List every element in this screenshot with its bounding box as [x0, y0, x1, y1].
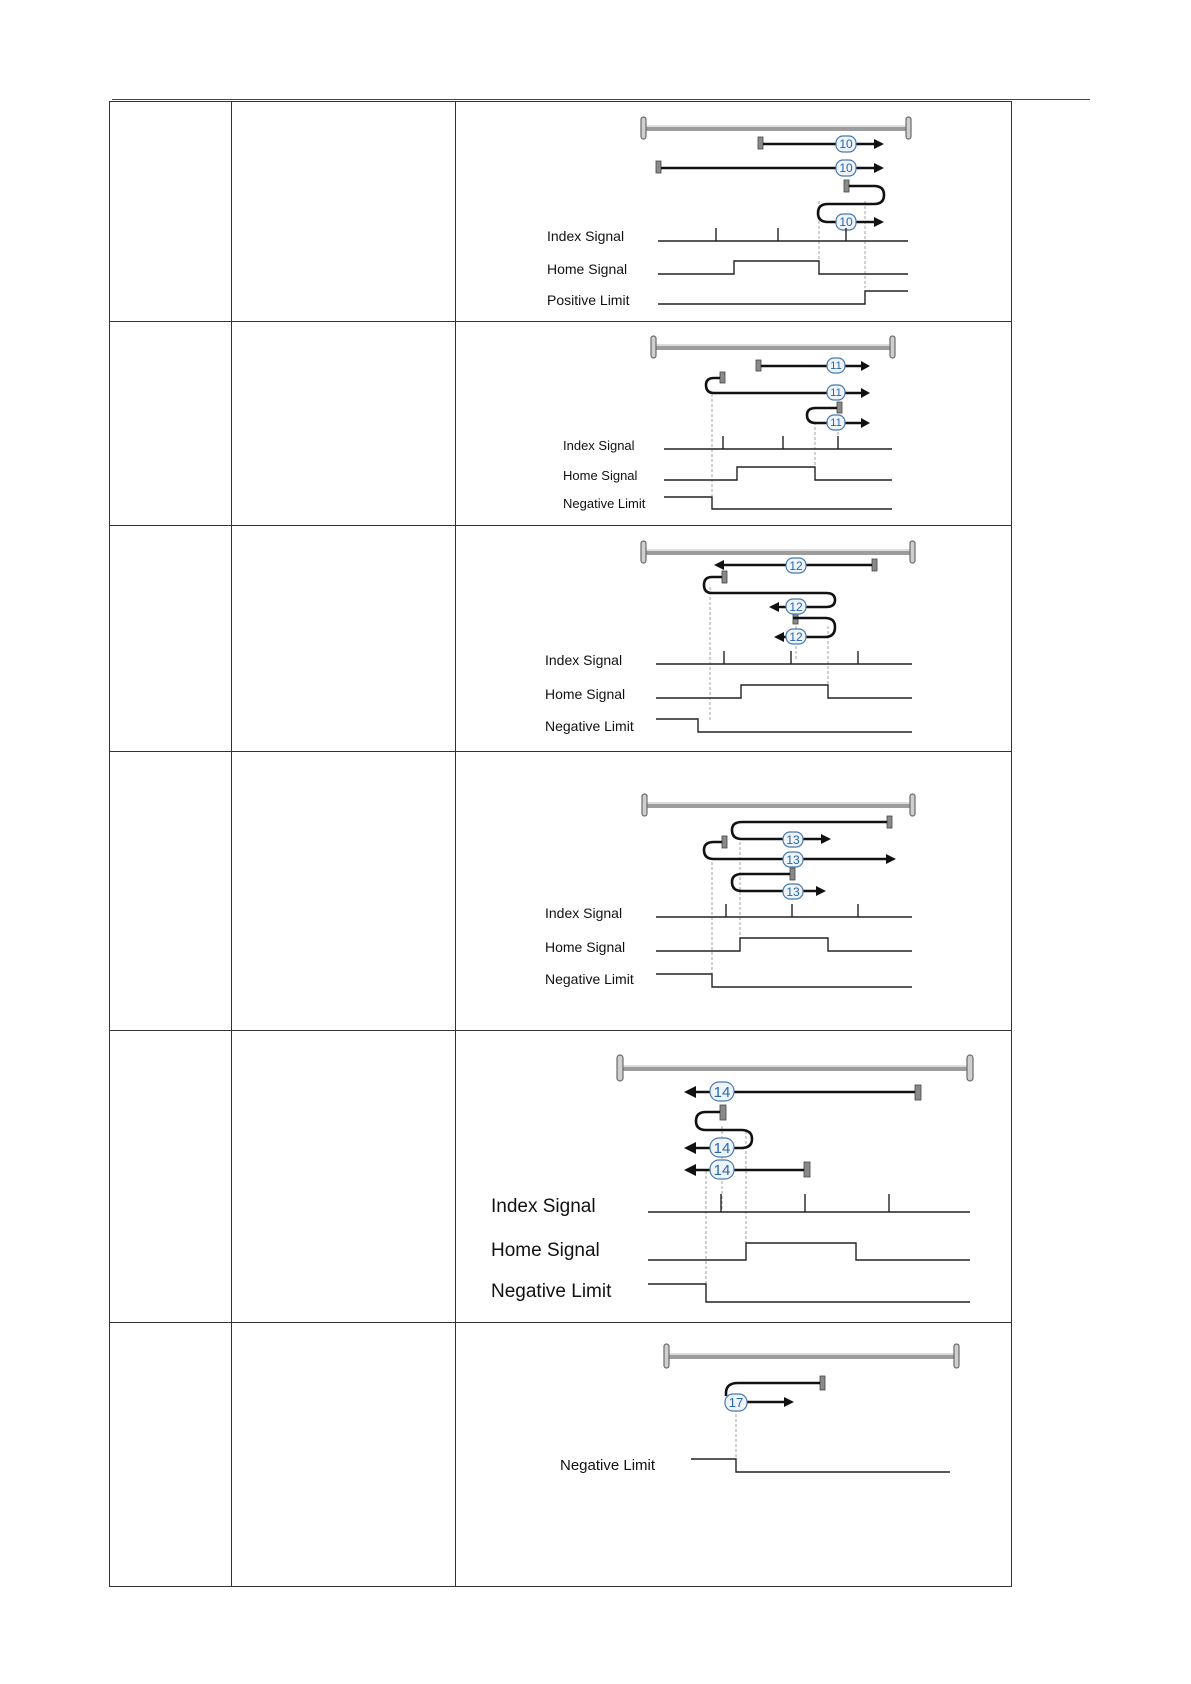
positive-limit-label: Positive Limit — [547, 292, 630, 308]
negative-limit-trace — [656, 719, 912, 732]
table-row — [110, 102, 1012, 322]
negative-limit-trace — [664, 497, 892, 509]
homing-diagram — [456, 526, 1011, 751]
method-number: 11 — [830, 360, 842, 372]
home-signal-trace — [656, 938, 912, 951]
home-signal-trace — [658, 261, 908, 274]
table-row — [110, 322, 1012, 526]
method-number: 12 — [789, 559, 803, 573]
diagram-cell — [456, 1323, 1012, 1587]
method-badge — [827, 358, 845, 373]
method-number: 13 — [786, 853, 800, 867]
diagram-cell — [456, 322, 1012, 526]
method-number: 14 — [713, 1162, 731, 1179]
negative-limit-label: Negative Limit — [545, 718, 634, 734]
method-badge — [783, 832, 803, 847]
negative-limit-label: Negative Limit — [545, 971, 634, 987]
method-badge — [783, 884, 803, 899]
method-number: 17 — [728, 1395, 744, 1410]
method-cell — [110, 102, 232, 322]
home-signal-trace — [656, 685, 912, 698]
method-badge — [710, 1138, 734, 1157]
negative-limit-label: Negative Limit — [491, 1281, 612, 1302]
home-signal-trace — [648, 1243, 970, 1260]
method-number: 14 — [713, 1084, 731, 1101]
home-signal-label: Home Signal — [545, 686, 626, 702]
method-cell — [110, 1031, 232, 1323]
index-signal-trace — [656, 651, 912, 664]
index-signal-trace — [658, 228, 908, 241]
home-signal-label: Home Signal — [545, 939, 626, 955]
homing-diagram — [456, 102, 1011, 321]
description-cell — [232, 752, 456, 1031]
positive-limit-trace — [658, 291, 908, 304]
homing-diagram — [456, 1031, 1011, 1322]
description-cell — [232, 322, 456, 526]
travel-rail — [642, 794, 915, 816]
negative-limit-trace — [648, 1284, 970, 1302]
method-badge — [827, 415, 845, 430]
table-row — [110, 1031, 1012, 1323]
travel-rail — [641, 117, 911, 139]
method-badge — [710, 1160, 734, 1179]
index-signal-label: Index Signal — [563, 438, 635, 453]
home-signal-label: Home Signal — [547, 261, 628, 277]
method-badge — [786, 558, 806, 573]
index-signal-label: Index Signal — [545, 905, 623, 921]
table-row — [110, 752, 1012, 1031]
index-signal-trace — [664, 436, 892, 449]
method-badge — [836, 136, 856, 152]
method-number: 13 — [786, 833, 800, 847]
index-signal-label: Index Signal — [545, 652, 623, 668]
description-cell — [232, 1323, 456, 1587]
method-cell — [110, 322, 232, 526]
home-signal-label: Home Signal — [491, 1240, 600, 1261]
motion-paths — [684, 1085, 921, 1301]
method-number: 10 — [839, 161, 853, 175]
diagram-cell — [456, 526, 1012, 752]
description-cell — [232, 102, 456, 322]
travel-rail — [617, 1055, 973, 1081]
method-badge — [827, 385, 845, 400]
index-signal-label: Index Signal — [547, 228, 625, 244]
negative-limit-trace — [691, 1459, 950, 1472]
home-signal-trace — [664, 467, 892, 480]
method-badge — [786, 599, 806, 614]
homing-diagram — [456, 752, 1011, 1030]
index-signal-label: Index Signal — [491, 1196, 596, 1217]
method-number: 11 — [830, 417, 842, 429]
method-badge — [710, 1082, 734, 1101]
method-number: 12 — [789, 600, 803, 614]
method-number: 10 — [839, 137, 853, 151]
method-number: 13 — [786, 885, 800, 899]
index-signal-trace — [648, 1194, 970, 1212]
diagram-cell — [456, 1031, 1012, 1323]
method-number: 11 — [830, 387, 842, 399]
diagram-cell — [456, 752, 1012, 1031]
travel-rail — [651, 336, 895, 358]
method-badge — [783, 852, 803, 867]
negative-limit-label: Negative Limit — [563, 496, 646, 511]
homing-diagram — [456, 322, 1011, 525]
index-signal-trace — [656, 904, 912, 917]
method-number: 14 — [713, 1140, 731, 1157]
method-cell — [110, 526, 232, 752]
homing-methods-table — [109, 101, 1012, 1587]
motion-paths — [726, 1376, 825, 1459]
method-badge — [786, 629, 806, 644]
table-row — [110, 526, 1012, 752]
method-badge — [725, 1394, 747, 1411]
negative-limit-label: Negative Limit — [560, 1457, 656, 1474]
page-header-rule — [112, 99, 1090, 100]
method-badge — [836, 214, 856, 230]
home-signal-label: Home Signal — [563, 468, 638, 483]
method-number: 10 — [839, 215, 853, 229]
description-cell — [232, 1031, 456, 1323]
travel-rail — [664, 1344, 959, 1368]
homing-diagram — [456, 1323, 1011, 1586]
method-cell — [110, 752, 232, 1031]
negative-limit-trace — [656, 974, 912, 987]
motion-paths — [706, 360, 870, 496]
diagram-cell — [456, 102, 1012, 322]
table-row — [110, 1323, 1012, 1587]
description-cell — [232, 526, 456, 752]
method-badge — [836, 160, 856, 176]
method-number: 12 — [789, 630, 803, 644]
method-cell — [110, 1323, 232, 1587]
